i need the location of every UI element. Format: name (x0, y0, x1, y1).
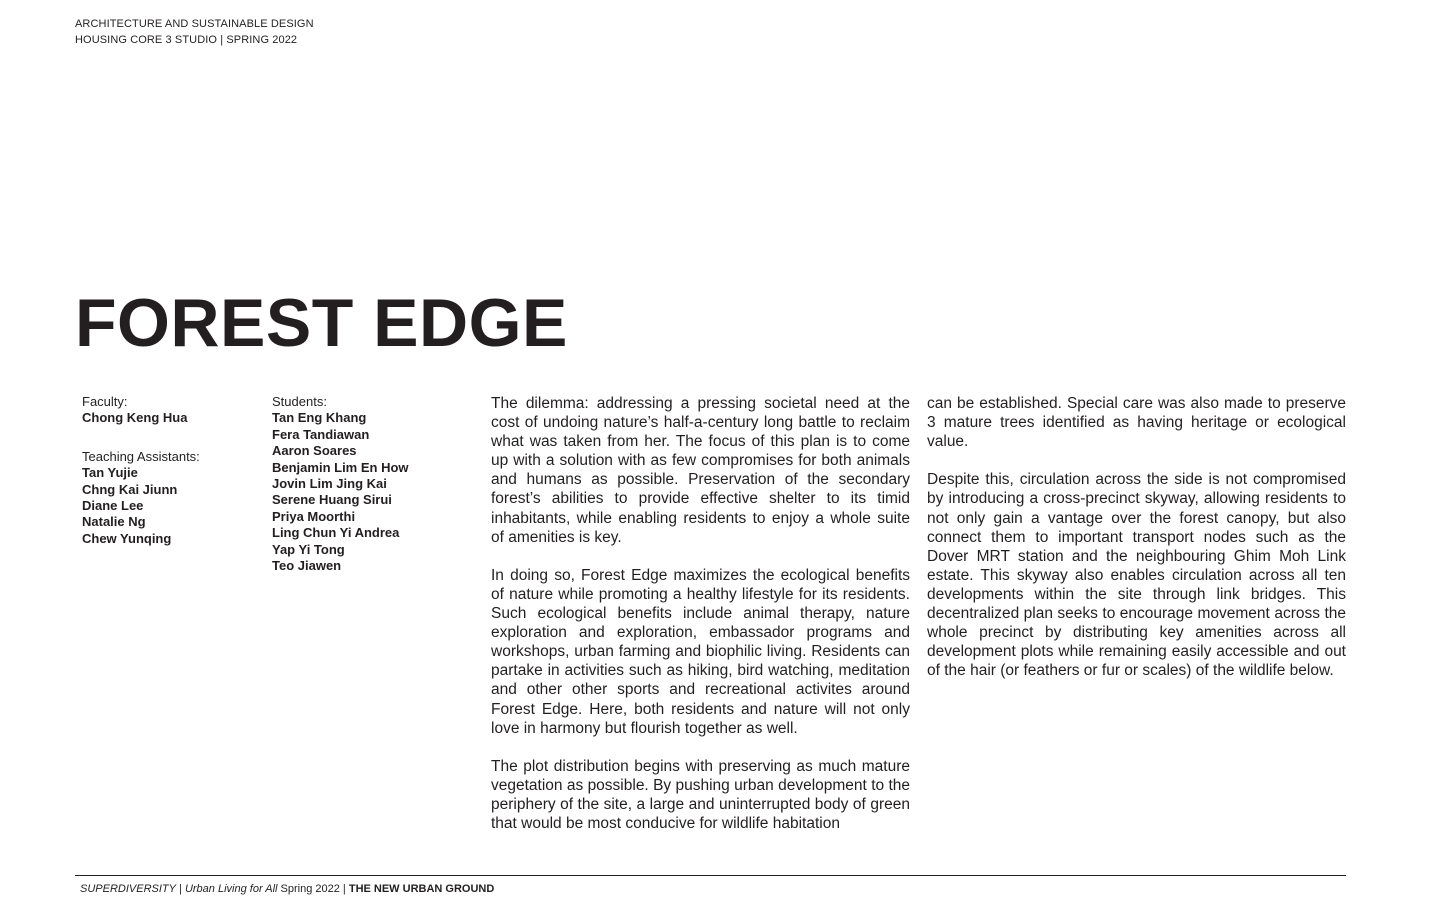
body-paragraph: The dilemma: addressing a pressing societal need at the cost of undoing nature’s half-a-century long battle to reclaim what was taken from her. The focus of this plan is to come up with a solution with as few compromises for both animals and humans as possible. Preservation of the secondary forest’s abilities to provide effective shelter to its timid inhabitants, while enabling residents to enjoy a whole suite of amenities is key. (491, 395, 910, 546)
faculty-name: Chong Keng Hua (82, 410, 188, 426)
student-name: Teo Jiawen (272, 558, 342, 574)
student-name: Benjamin Lim En How (272, 459, 409, 475)
footer-separator: | (175, 883, 185, 895)
student-name: Yap Yi Tong (272, 541, 345, 557)
student-name: Aaron Soares (272, 443, 357, 459)
footer-caption (80, 882, 494, 896)
students-label: Students: (272, 394, 327, 409)
footer-subtitle: Urban Living for All (184, 883, 278, 895)
project-title: FOREST EDGE (75, 285, 568, 361)
body-paragraph: The plot distribution begins with preserving as much mature vegetation as possible. By pushing urban development to the periphery of the site, a large and uninterrupted body of green that would be most conducive for wildlife habitation (491, 757, 910, 833)
footer-book-series: SUPERDIVERSITY (80, 883, 176, 895)
header-program: ARCHITECTURE AND SUSTAINABLE DESIGN (75, 18, 314, 30)
ta-name: Tan Yujie (82, 465, 138, 481)
ta-name: Diane Lee (82, 498, 144, 514)
student-name: Fera Tandiawan (272, 426, 370, 442)
footer-book-title: THE NEW URBAN GROUND (348, 883, 495, 895)
ta-name: Natalie Ng (82, 514, 146, 530)
footer-divider (75, 875, 1346, 876)
body-paragraph: In doing so, Forest Edge maximizes the ecological benefits of nature while promoting a healthy lifestyle for its residents. Such ecological benefits include animal therapy, nature exploration and exploration, embassador programs and workshops, urban farming and biophilic living. Residents can partake in activities such as hiking, bird watching, meditation and other other sports and recreational activites around Forest Edge. Here, both residents and nature will not only love in harmony but flourish together as well. (491, 566, 910, 737)
student-name: Jovin Lim Jing Kai (272, 476, 387, 492)
faculty-credits (82, 394, 200, 547)
body-paragraph: can be established. Special care was also made to preserve 3 mature trees identified as having heritage or ecological value. (927, 395, 1346, 451)
student-name: Ling Chun Yi Andrea (272, 525, 400, 541)
ta-label: Teaching Assistants: (82, 448, 200, 464)
student-name: Priya Moorthi (272, 508, 356, 524)
body-paragraph: Despite this, circulation across the side is not compromised by introducing a cross-precinct skyway, allowing residents to not only gain a vantage over the forest canopy, but also connect them to important transport nodes such as the Dover MRT station and the neighbouring Ghim Moh Link estate. This skyway also enables circulation across all ten developments within the site through link bridges. This decentralized plan seeks to encourage movement across the whole precinct by distributing key amenities across all development plots while remaining easily accessible and out of the hair (or feathers or fur or scales) of the wildlife below. (927, 471, 1346, 680)
student-name: Tan Eng Khang (272, 410, 367, 426)
student-credits (272, 394, 409, 574)
ta-name: Chng Kai Jiunn (82, 481, 178, 497)
body-column-right (927, 394, 1346, 700)
ta-name: Chew Yunqing (82, 530, 172, 546)
header-studio: HOUSING CORE 3 STUDIO | SPRING 2022 (75, 34, 298, 46)
footer-term: Spring 2022 | (277, 883, 349, 895)
body-column-left (491, 394, 910, 852)
student-name: Serene Huang Sirui (272, 492, 392, 508)
faculty-label: Faculty: (82, 394, 128, 409)
